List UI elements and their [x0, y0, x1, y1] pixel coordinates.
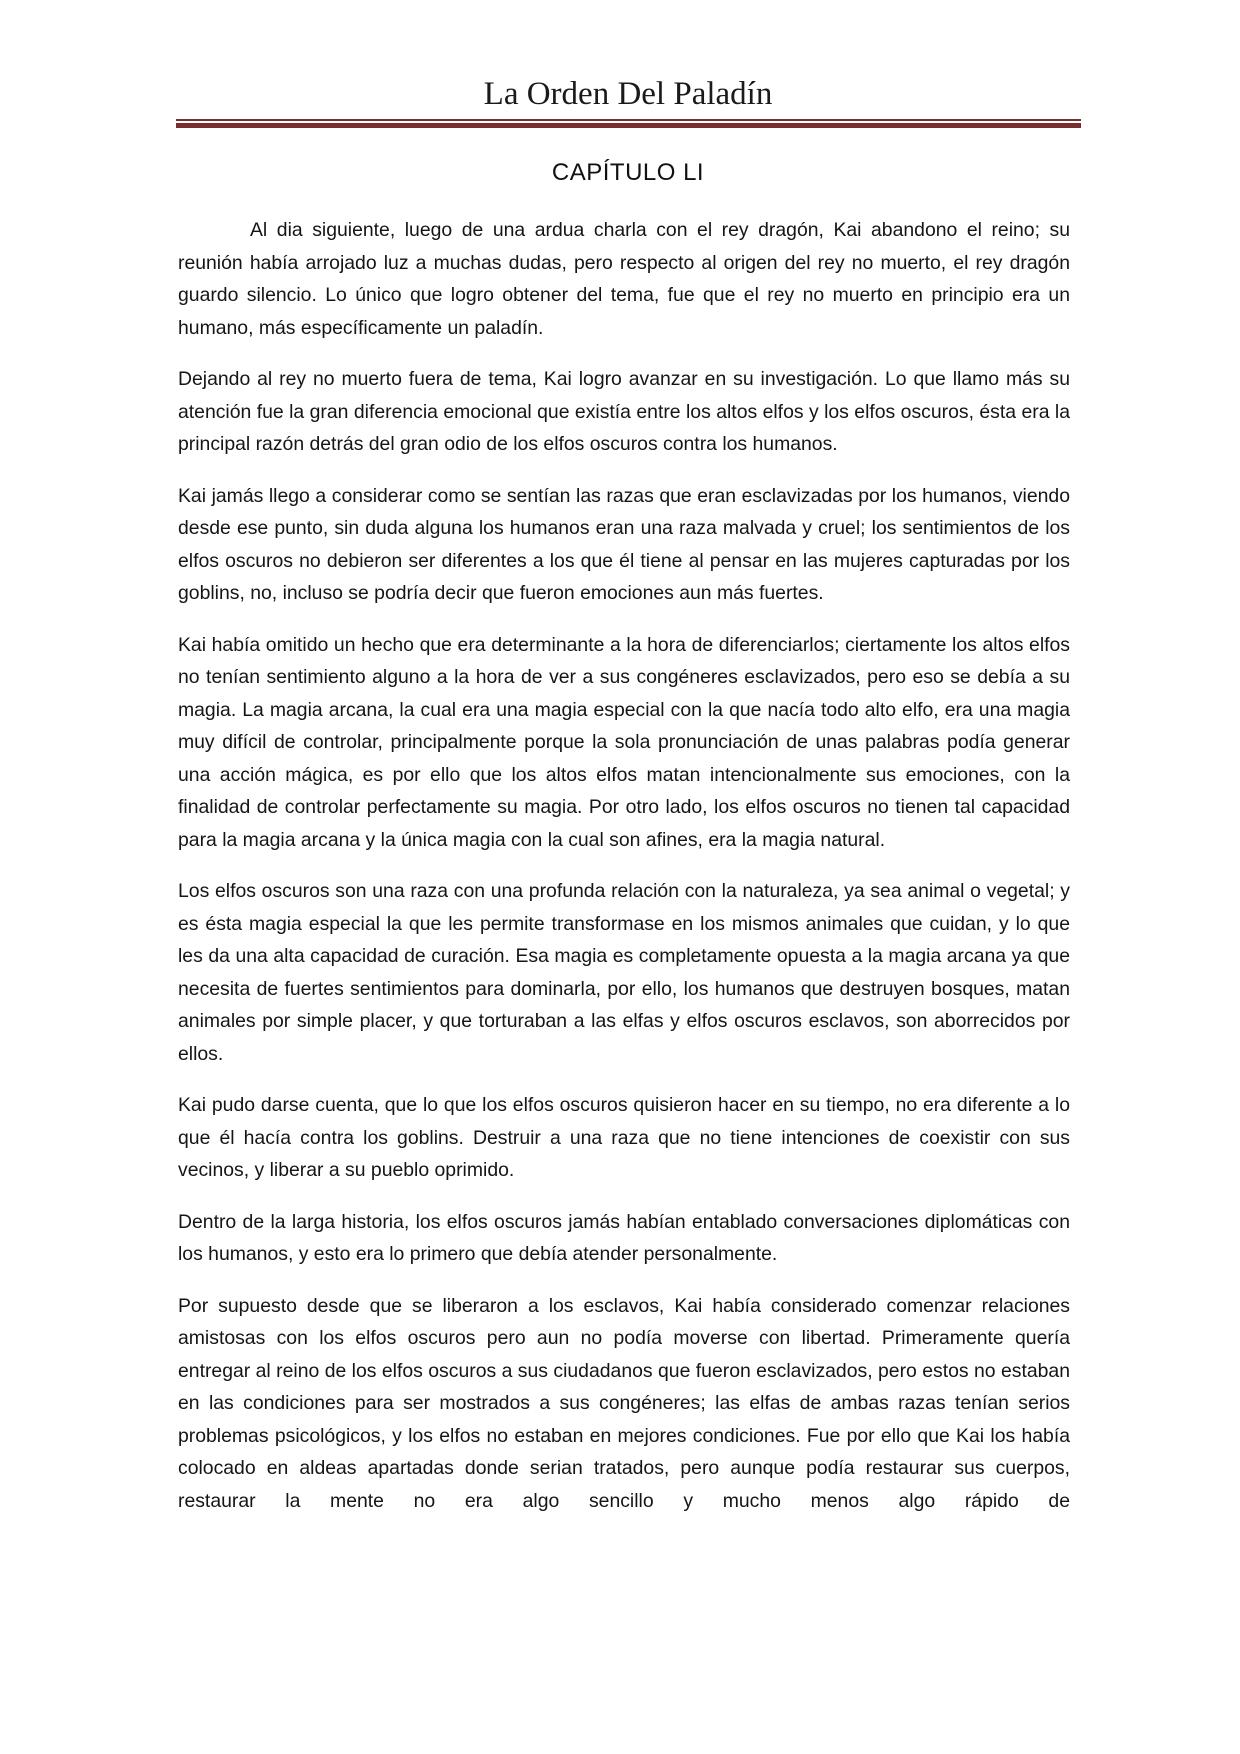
paragraph: Dejando al rey no muerto fuera de tema, Kai logro avanzar en su investigación. Lo que llamo más su atención fue la gran diferencia emocional que existía entre los altos elfos y los elfos oscuros, ésta era la principal razón detrás del gran odio de los elfos oscuros contra los humanos.	[178, 368, 1070, 455]
body-text	[178, 214, 1070, 1536]
header-rule-thick	[176, 123, 1081, 128]
paragraph: Kai jamás llego a considerar como se sentían las razas que eran esclavizadas por los humanos, viendo desde ese punto, sin duda alguna los humanos eran una raza malvada y cruel; los sentimientos de los elfos oscuros no debieron ser diferentes a los que él tiene al pensar en las mujeres capturadas por los goblins, no, incluso se podría decir que fueron emociones aun más fuertes.	[178, 484, 1070, 604]
running-header-title: La Orden Del Paladín	[483, 76, 773, 112]
paragraph: Kai había omitido un hecho que era determinante a la hora de diferenciarlos; ciertamente los altos elfos no tenían sentimiento alguno a la hora de ver a sus congéneres esclavizados, pero eso se debía a su magia. La magia arcana, la cual era una magia especial con la que nacía todo alto elfo, era una magia muy difícil de controlar, principalmente porque la sola pronunciación de unas palabras podía generar una acción mágica, es por ello que los altos elfos matan intencionalmente sus emociones, con la finalidad de controlar perfectamente su magia. Por otro lado, los elfos oscuros no tienen tal capacidad para la magia arcana y la única magia con la cual son afines, era la magia natural.	[178, 633, 1070, 851]
paragraph: Los elfos oscuros son una raza con una profunda relación con la naturaleza, ya sea animal o vegetal; y es ésta magia especial la que les permite transformase en los mismos animales que cuidan, y lo que les da una alta capacidad de curación. Esa magia es completamente opuesta a la magia arcana ya que necesita de fuertes sentimientos para dominarla, por ello, los humanos que destruyen bosques, matan animales por simple placer, y que torturaban a las elfas y elfos oscuros esclavos, son aborrecidos por ellos.	[178, 880, 1070, 1065]
header-rule-thin	[176, 119, 1081, 121]
paragraph: Por supuesto desde que se liberaron a los esclavos, Kai había considerado comenzar relaciones amistosas con los elfos oscuros pero aun no podía moverse con libertad. Primeramente quería entregar al reino de los elfos oscuros a sus ciudadanos que fueron esclavizados, pero estos no estaban en las condiciones para ser mostrados a sus congéneres; las elfas de ambas razas tenían serios problemas psicológicos, y los elfos no estaban en mejores condiciones. Fue por ello que Kai los había colocado en aldeas apartadas donde serian tratados, pero aunque podía restaurar sus cuerpos, restaurar la mente no era algo sencillo y mucho menos algo rápido de	[178, 1294, 1070, 1512]
paragraph: Kai pudo darse cuenta, que lo que los elfos oscuros quisieron hacer en su tiempo, no era diferente a lo que él hacía contra los goblins. Destruir a una raza que no tiene intenciones de coexistir con sus vecinos, y liberar a su pueblo oprimido.	[178, 1094, 1070, 1181]
chapter-title: CAPÍTULO LI	[551, 159, 705, 186]
paragraph: Al dia siguiente, luego de una ardua charla con el rey dragón, Kai abandono el reino; su reunión había arrojado luz a muchas dudas, pero respecto al origen del rey no muerto, el rey dragón guardo silencio. Lo único que logro obtener del tema, fue que el rey no muerto en principio era un humano, más específicamente un paladín.	[178, 219, 1070, 339]
paragraph: Dentro de la larga historia, los elfos oscuros jamás habían entablado conversaciones diplomáticas con los humanos, y esto era lo primero que debía atender personalmente.	[178, 1210, 1070, 1265]
